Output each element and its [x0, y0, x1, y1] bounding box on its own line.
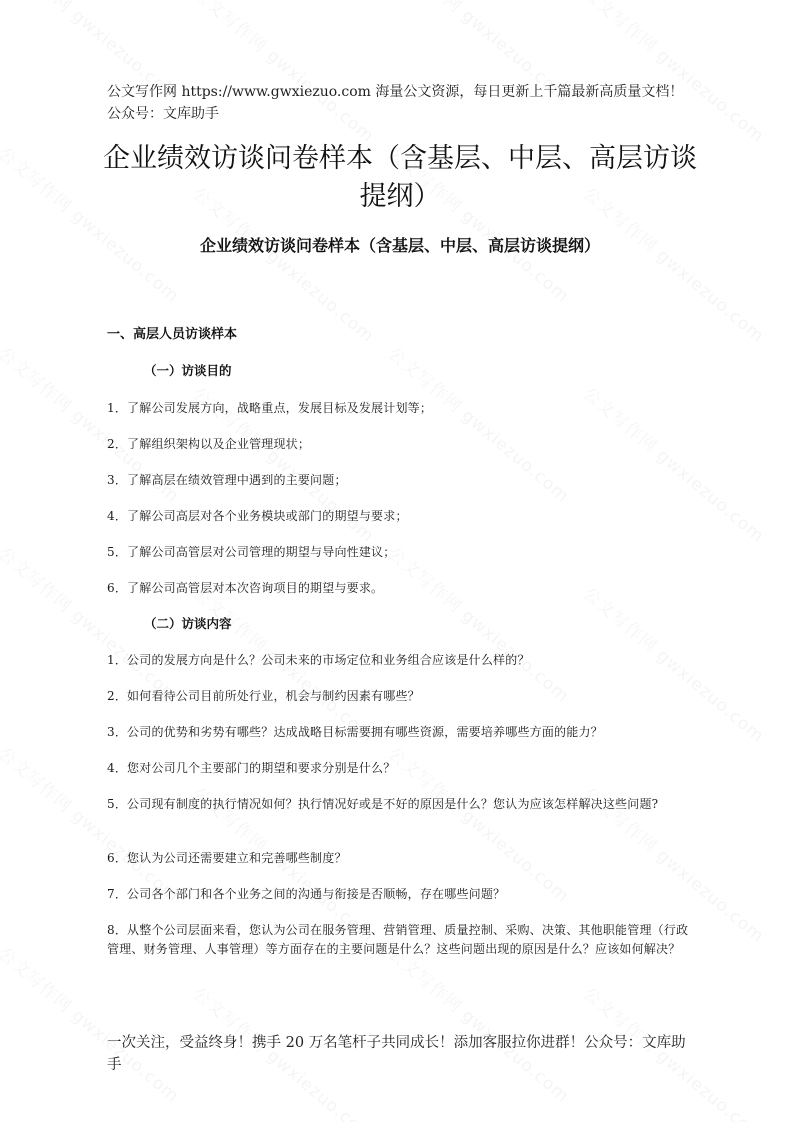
content-item — [107, 759, 697, 778]
item-number: 5． — [107, 797, 128, 811]
item-text: 公司的优势和劣势有哪些？达成战略目标需要拥有哪些资源，需要培养哪些方面的能力？ — [127, 725, 603, 739]
item-number: 5． — [107, 545, 128, 559]
item-text: 您认为公司还需要建立和完善哪些制度？ — [127, 851, 347, 865]
item-number: 6． — [107, 581, 128, 595]
document-subtitle: 企业绩效访谈问卷样本（含基层、中层、高层访谈提纲） — [199, 236, 600, 255]
item-number: 3． — [107, 725, 128, 739]
section-heading-senior-interview: 一、高层人员访谈样本 — [107, 327, 238, 342]
watermark-text — [384, 940, 576, 1107]
item-number: 8． — [107, 923, 128, 937]
item-number: 4． — [107, 761, 128, 775]
subsection-heading-content: （二）访谈内容 — [144, 616, 232, 631]
content-item — [107, 921, 697, 959]
item-number: 4． — [107, 509, 128, 523]
item-number: 3． — [107, 473, 128, 487]
purpose-item — [107, 399, 697, 418]
item-number: 2． — [107, 689, 128, 703]
item-number: 1． — [107, 401, 128, 415]
subsection-heading-purpose: （一）访谈目的 — [144, 363, 232, 378]
item-text: 如何看待公司目前所处行业，机会与制约因素有哪些？ — [127, 689, 420, 703]
watermark-text — [384, 540, 576, 707]
item-text: 了解公司发展方向，战略重点，发展目标及发展计划等； — [127, 401, 433, 415]
item-text: 公司现有制度的执行情况如何？执行情况好或是不好的原因是什么？您认为应该怎样解决这些问题? — [127, 797, 659, 811]
item-text: 了解高层在绩效管理中遇到的主要问题； — [127, 473, 347, 487]
site-footer-text: 一次关注，受益终身！携手 20 万名笔杆子共同成长！添加客服拉你进群！公众号：文库助手 — [107, 1035, 686, 1073]
item-text: 公司的发展方向是什么？公司未来的市场定位和业务组合应该是什么样的？ — [127, 653, 530, 667]
item-text: 了解公司高层对各个业务模块或部门的期望与要求； — [127, 509, 408, 523]
watermark-text — [0, 940, 186, 1107]
content-item — [107, 885, 697, 904]
item-text: 了解公司高管层对本次咨询项目的期望与要求。 — [127, 581, 384, 595]
item-text: 您对公司几个主要部门的期望和要求分别是什么？ — [127, 761, 396, 775]
content-item — [107, 723, 697, 742]
content-item — [107, 849, 697, 868]
purpose-item — [107, 543, 697, 562]
purpose-item — [107, 507, 697, 526]
content-item — [107, 795, 697, 814]
item-text: 了解公司高管层对公司管理的期望与导向性建议； — [127, 545, 396, 559]
item-number: 1． — [107, 653, 128, 667]
item-number: 2． — [107, 437, 128, 451]
content-item — [107, 651, 697, 670]
site-header-text: 公文写作网 https://www.gwxiezuo.com 海量公文资源，每日更新上千篇最新高质量文档！ 公众号：文库助手 — [107, 84, 684, 122]
purpose-item — [107, 579, 697, 598]
item-text: 公司各个部门和各个业务之间的沟通与衔接是否顺畅，存在哪些问题？ — [127, 887, 506, 901]
item-text: 了解组织架构以及企业管理现状； — [127, 437, 311, 451]
item-number: 6． — [107, 851, 128, 865]
purpose-item — [107, 435, 697, 454]
document-title: 企业绩效访谈问卷样本（含基层、中层、高层访谈提纲） — [103, 143, 697, 212]
content-item — [107, 687, 697, 706]
item-number: 7． — [107, 887, 128, 901]
item-text: 从整个公司层面来看，您认为公司在服务管理、营销管理、质量控制、采购、决策、其他职能管理（行政管理、财务管理、人事管理）等方面存在的主要问题是什么？这些问题出现的原因是什么？应该如何解决？ — [107, 923, 689, 956]
purpose-item — [107, 471, 697, 490]
